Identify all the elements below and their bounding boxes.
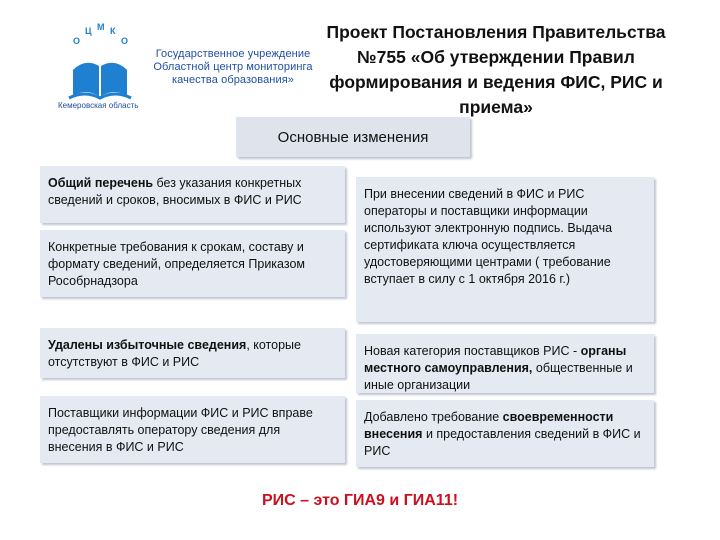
right-box-1 xyxy=(356,177,654,322)
right-box-2-pre: Новая категория поставщиков РИС - xyxy=(364,344,581,358)
left-box-2-text: Конкретные требования к срокам, составу и формату сведений, определяется Приказом Рособрнадзора xyxy=(48,240,306,288)
left-box-3-text: , которые отсутствуют в ФИС и РИС xyxy=(48,338,301,369)
left-box-1-text: без указания конкретных сведений и сроков, вносимых в ФИС и РИС xyxy=(48,176,302,207)
right-box-3-pre: Добавлено требование xyxy=(364,410,503,424)
logo-letter-3: М xyxy=(97,22,105,32)
book-base xyxy=(69,94,131,98)
org-line-3: качества образования» xyxy=(171,74,294,86)
logo-letter-2: Ц xyxy=(85,26,92,36)
right-box-2 xyxy=(356,334,654,393)
right-box-3-bold: своевременности внесения xyxy=(364,410,614,441)
right-box-2-post: общественные и иные организации xyxy=(364,361,633,392)
right-box-3 xyxy=(356,400,654,467)
left-box-3-bold: Удалены избыточные сведения xyxy=(48,338,247,352)
org-logo-icon xyxy=(55,18,145,110)
right-box-3-post: и предоставления сведений в ФИС и РИС xyxy=(364,427,641,458)
left-box-3 xyxy=(40,328,345,378)
logo-letter-1: О xyxy=(73,36,81,46)
left-box-1-bold: Общий перечень xyxy=(48,176,154,190)
logo-letter-4: К xyxy=(110,26,116,36)
main-changes-banner xyxy=(236,117,470,157)
org-line-2: Областной центр мониторинга xyxy=(153,61,313,73)
page-title: Проект Постановления Правительства №755 «Об утверждении Правил формирования и ведения ФИС, РИС и приема» xyxy=(326,22,666,117)
right-box-2-bold: органы местного самоуправления, xyxy=(364,344,627,375)
footer-highlight: РИС – это ГИА9 и ГИА11! xyxy=(261,492,459,509)
book-right-page xyxy=(101,63,127,96)
logo-letter-5: О xyxy=(121,36,129,46)
book-left-page xyxy=(73,63,99,96)
org-line-1: Государственное учреждение xyxy=(155,48,311,60)
left-box-4 xyxy=(40,396,345,463)
org-name xyxy=(148,48,318,87)
left-box-1 xyxy=(40,166,345,223)
left-box-2 xyxy=(40,230,345,297)
right-box-1-text: При внесении сведений в ФИС и РИС операторы и поставщики информации используют электронную подпись. Выдача сертификата ключа осуществляется удостоверяющими центрами ( требование вступает в силу с 1 октября 2016 г.) xyxy=(364,187,613,286)
left-box-4-text: Поставщики информации ФИС и РИС вправе предоставлять оператору сведения для внесения в ФИС и РИС xyxy=(48,406,313,454)
region-label: Кемеровская область xyxy=(58,101,139,110)
banner-label: Основные изменения xyxy=(277,128,429,146)
